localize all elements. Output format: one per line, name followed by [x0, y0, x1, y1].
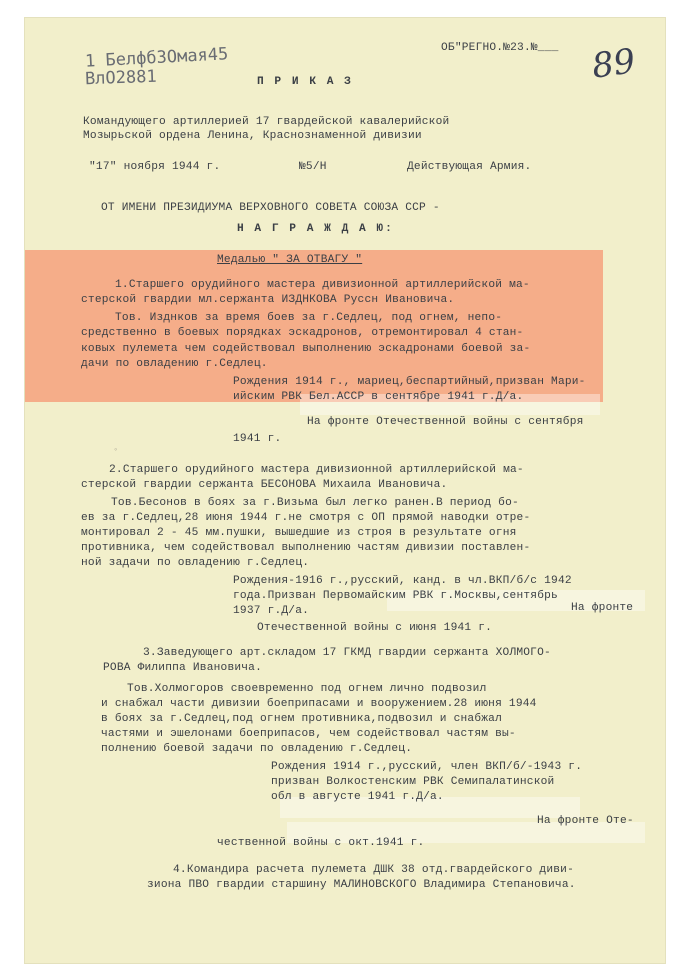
section-4-line-1: 4.Командира расчета пулемета ДШК 38 отд.гвардейского диви-	[173, 864, 574, 876]
section-3-line-5: в боях за г.Седлец,под огнем противника,подвозил и снабжал	[101, 713, 502, 725]
section-3-line-9: призван Волкостенским РВК Семипалатинской	[271, 776, 555, 788]
section-2-line-4: ев за г.Седлец,28 июня 1944 г.не смотря с ОП прямой наводки отре-	[81, 512, 531, 524]
section-1-line-10: 1941 г.	[233, 433, 282, 445]
page-number: 89	[589, 41, 638, 87]
section-1-line-5: ковых пулемета чем содействовал выполнению эскадронами боевой за-	[81, 343, 531, 355]
section-1-line-7: Рождения 1914 г., мариец,беспартийный,призван Мари-	[233, 376, 586, 388]
document-date: "17" ноября 1944 г.	[89, 161, 221, 173]
section-2-line-8: Рождения-1916 г.,русский, канд. в чл.ВКП/б/с 1942	[233, 575, 572, 587]
section-2-line-6: противника, чем содействовал выполнению частям дивизии поставлен-	[81, 542, 531, 554]
section-2-line-9: года.Призван Первомайским РВК г.Москвы,сентябрь	[233, 590, 558, 602]
section-2-line-12: Отечественной войны с июня 1941 г.	[257, 622, 493, 634]
archive-stamp-line-2: ВлО2881	[84, 66, 157, 90]
section-3-line-3: Тов.Холмогоров своевременно под огнем лично подвозил	[127, 683, 487, 695]
archive-stamp-line-1: 1 БелфбЗОмая45	[84, 44, 229, 72]
section-1-line-4: средственно в боевых порядках эскадронов, отремонтировал 4 стан-	[81, 327, 524, 339]
section-3-line-2: РОВА Филиппа Ивановича.	[103, 662, 263, 674]
award-heading: Н А Г Р А Ж Д А Ю:	[237, 223, 394, 235]
section-2-line-2: стерской гвардии сержанта БЕСОНОВА Михаила Ивановича.	[81, 479, 448, 491]
document-title: П Р И К А З	[257, 76, 353, 88]
section-1-line-1: 1.Старшего орудийного мастера дивизионной артиллерийской ма-	[115, 279, 530, 291]
section-2-line-10: 1937 г.Д/а.	[233, 605, 310, 617]
margin-mark: ◦	[113, 445, 119, 455]
section-2-line-3: Тов.Бесонов в боях за г.Визьма был легко ранен.В период бо-	[111, 497, 519, 509]
section-3-line-1: 3.Заведующего арт.складом 17 ГКМД гвардии сержанта ХОЛМОГО-	[143, 647, 551, 659]
section-2-line-1: 2.Старшего орудийного мастера дивизионной артиллерийской ма-	[109, 464, 524, 476]
section-3-line-10: обл в августе 1941 г.Д/а.	[271, 791, 444, 803]
section-2-line-11: На фронте	[571, 602, 634, 614]
document-sheet	[25, 18, 665, 963]
section-1-line-6: дачи по овладению г.Седлец.	[81, 358, 268, 370]
section-1-line-3: Тов. Изднков за время боев за г.Седлец, под огнем, непо-	[115, 312, 503, 324]
medal-title: Медалью " ЗА ОТВАГУ "	[217, 254, 363, 266]
header-line-1: Командующего артиллерией 17 гвардейской кавалерийской	[83, 116, 450, 128]
section-3-line-7: полнению боевой задачи по овладению г.Седлец.	[101, 743, 413, 755]
section-3-line-12: чественной войны с окт.1941 г.	[217, 837, 425, 849]
section-3-line-6: частями и эшелонами боеприпасов, чем содействовал частям вы-	[101, 728, 516, 740]
section-3-line-11: На фронте Оте-	[537, 815, 634, 827]
header-line-2: Мозырьской ордена Ленина, Краснознаменной дивизии	[83, 130, 422, 142]
section-1-line-8: ийским РВК Бел.АССР в сентябре 1941 г.Д/а.	[233, 391, 524, 403]
presidium-line: ОТ ИМЕНИ ПРЕЗИДИУМА ВЕРХОВНОГО СОВЕТА СОЮЗА ССР -	[101, 202, 440, 214]
section-2-line-7: ной задачи по овладению г.Седлец.	[81, 557, 310, 569]
section-1-line-9: На фронте Отечественной войны с сентября	[307, 416, 584, 428]
header-right-code: ОБ"РЕГНО.№23.№___	[441, 42, 559, 54]
section-2-line-5: монтировал 2 - 45 мм.пушки, вышедшие из строя в результате огня	[81, 527, 517, 539]
section-3-line-4: и снабжал части дивизии боеприпасами и вооружением.28 июня 1944	[101, 698, 537, 710]
document-number: №5/Н	[299, 161, 327, 173]
army-name: Действующая Армия.	[407, 161, 532, 173]
section-3-line-8: Рождения 1914 г.,русский, член ВКП/б/-1943 г.	[271, 761, 583, 773]
section-1-line-2: стерской гвардии мл.сержанта ИЗДНКОВА Руссн Ивановича.	[81, 294, 455, 306]
section-4-line-2: зиона ПВО гвардии старшину МАЛИНОВСКОГО Владимира Степановича.	[147, 879, 576, 891]
